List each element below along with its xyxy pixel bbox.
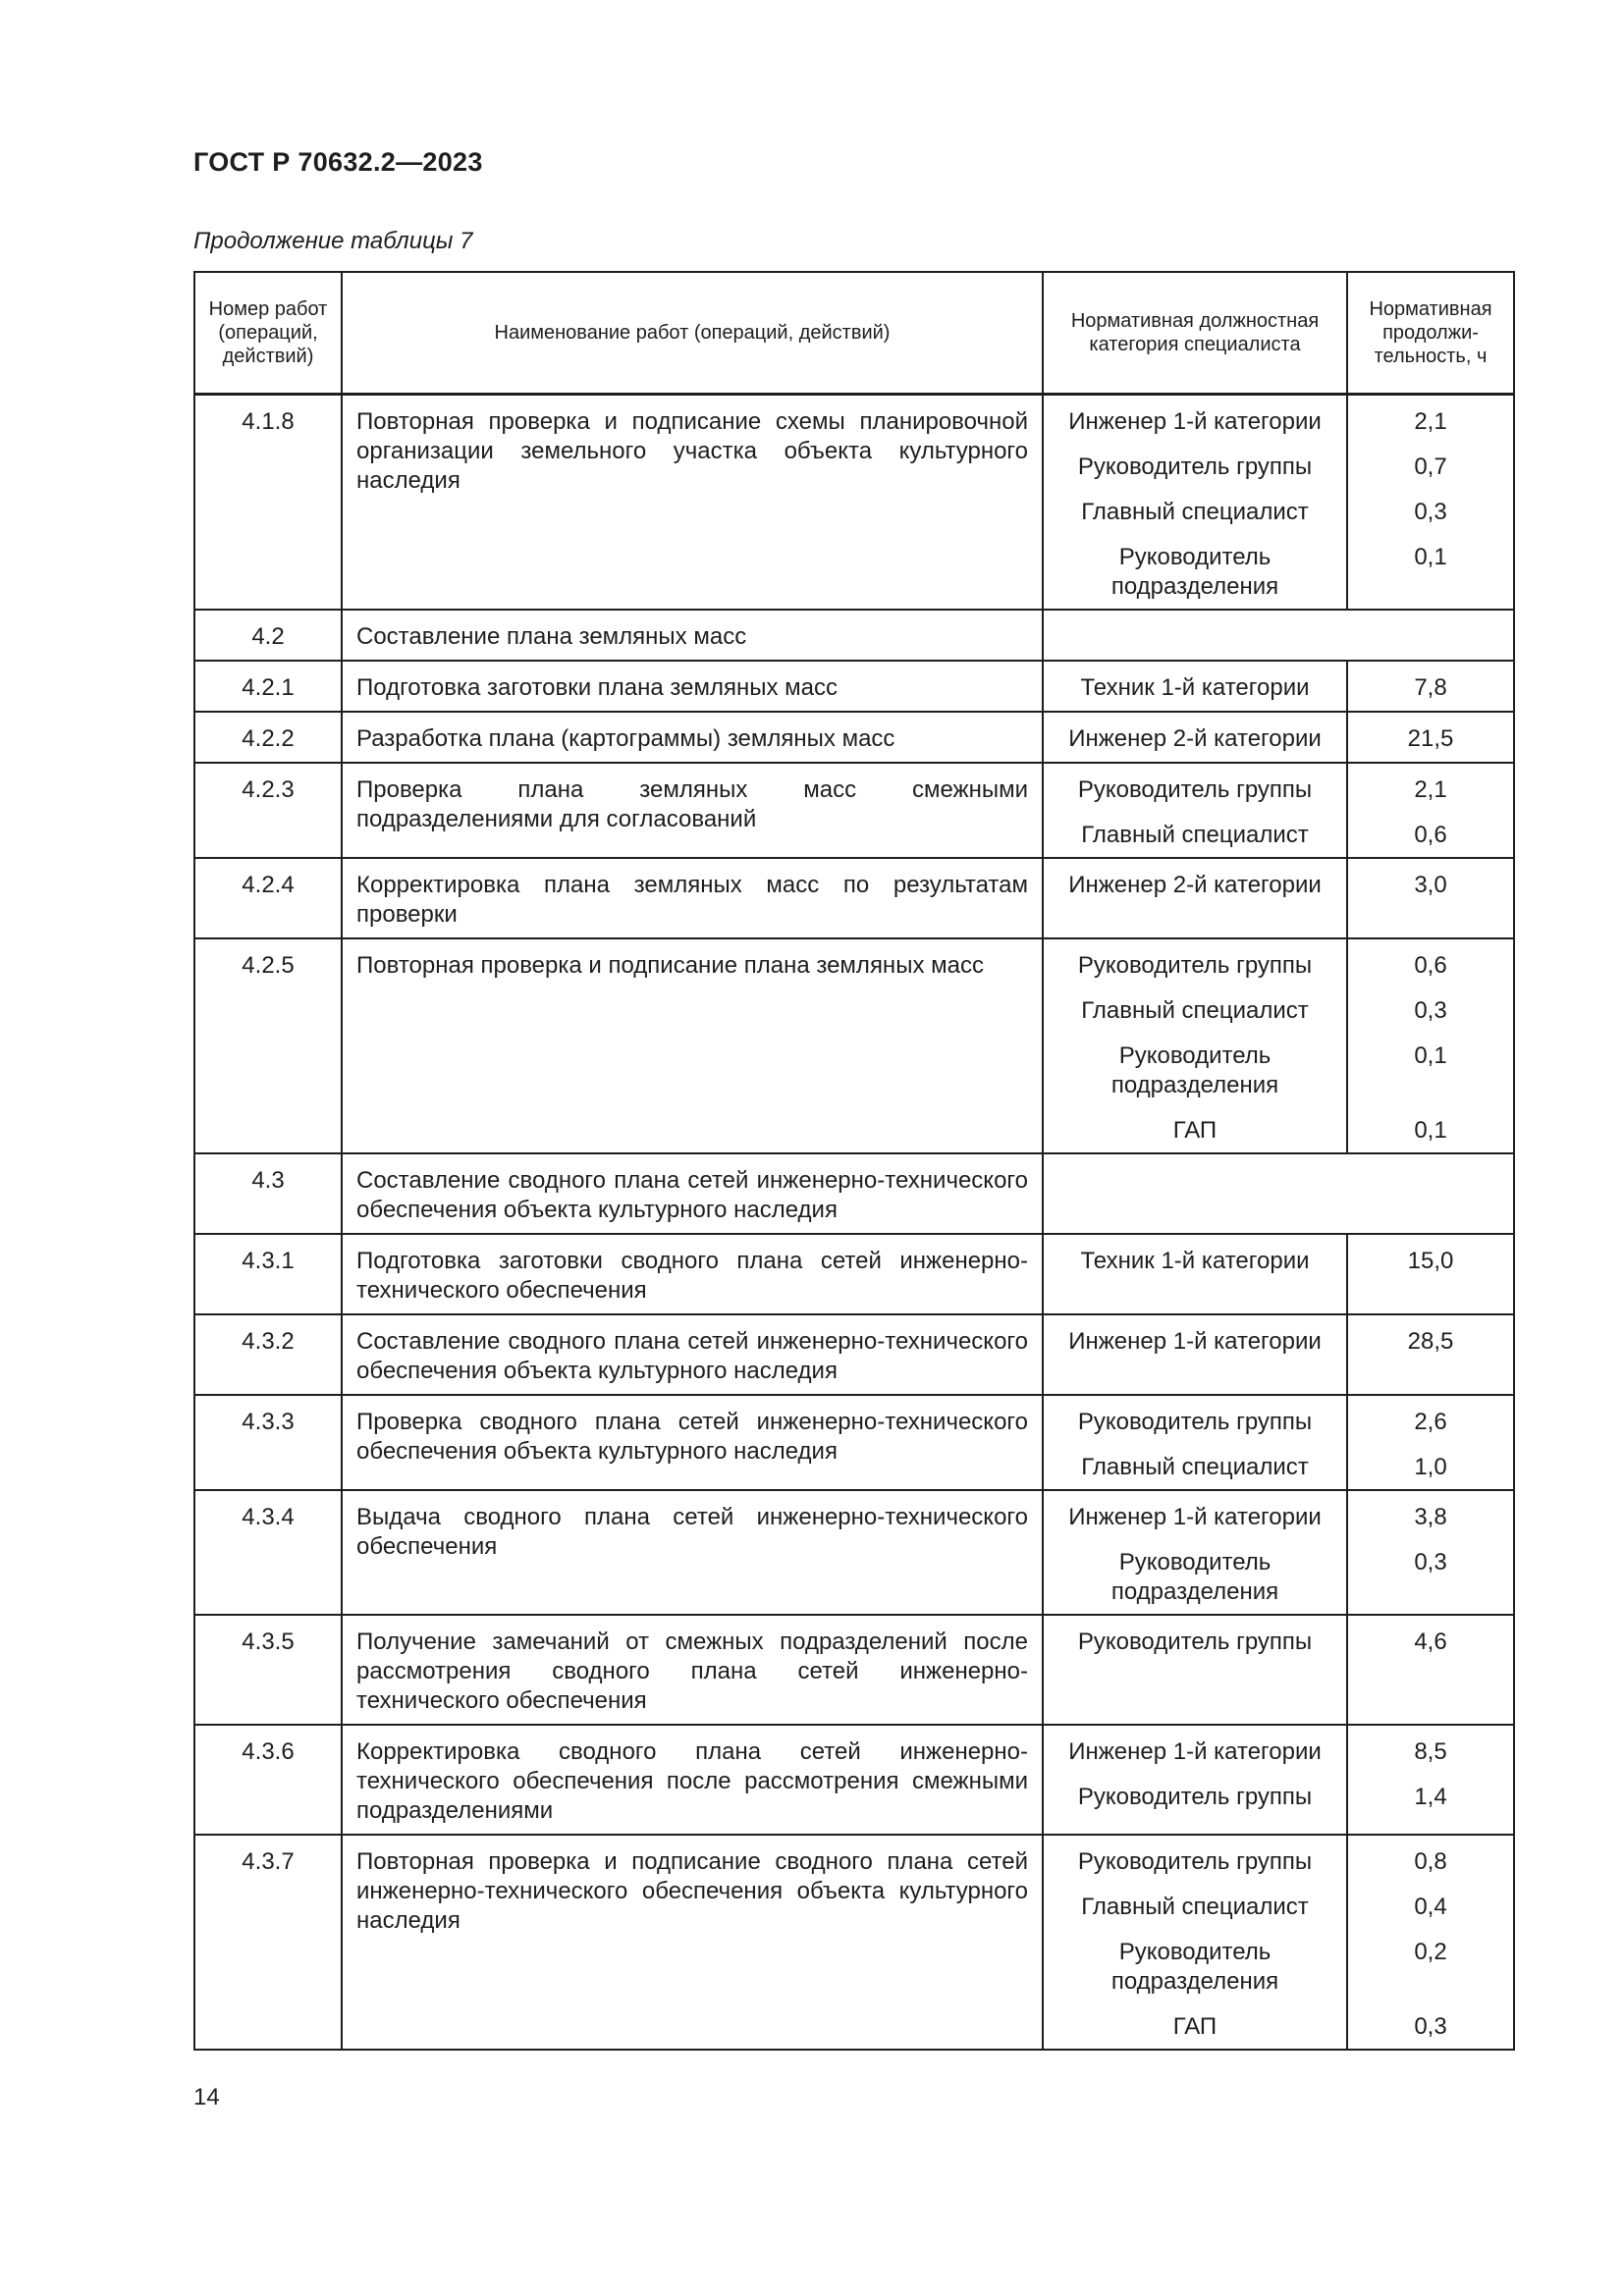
duration-hours: 1,0 [1414, 1453, 1447, 1480]
table-body [194, 394, 1514, 2050]
duration-cell [1347, 661, 1514, 712]
table-row [194, 1490, 1514, 1615]
work-name: Подготовка заготовки сводного плана сетей инженерно-технического обеспечения [342, 1234, 1043, 1314]
specialist-category: Главный специалист [1081, 1893, 1309, 1920]
column-header-specialist: Нормативная должностная категория специалиста [1043, 272, 1347, 394]
specialist-cell [1043, 763, 1347, 858]
specialist-category: Техник 1-й категории [1080, 1247, 1310, 1274]
work-number: 4.3 [194, 1153, 342, 1234]
duration-hours: 8,5 [1414, 1737, 1447, 1765]
page-number: 14 [193, 2084, 220, 2110]
work-number: 4.2.4 [194, 858, 342, 938]
work-name: Проверка сводного плана сетей инженерно-технического обеспечения объекта культурного наследия [342, 1395, 1043, 1490]
duration-cell [1347, 394, 1514, 610]
duration-hours: 0,3 [1414, 498, 1447, 525]
duration-hours: 2,1 [1414, 775, 1447, 803]
table-row [194, 1615, 1514, 1725]
duration-hours: 0,4 [1414, 1893, 1447, 1920]
work-name: Проверка плана земляных масс смежными подразделениями для согласований [342, 763, 1043, 858]
specialist-category: Инженер 1-й категории [1068, 407, 1322, 435]
specialist-cell [1043, 858, 1347, 938]
table-row [194, 1234, 1514, 1314]
duration-hours: 0,3 [1414, 1548, 1447, 1575]
specialist-cell [1043, 712, 1347, 763]
specialist-category: Главный специалист [1081, 821, 1309, 848]
table-row [194, 763, 1514, 858]
table-row [194, 661, 1514, 712]
duration-hours: 1,4 [1414, 1783, 1447, 1810]
work-norms-table [193, 271, 1515, 2051]
specialist-category: Главный специалист [1081, 996, 1309, 1024]
table-row [194, 1314, 1514, 1395]
duration-cell [1347, 1835, 1514, 2050]
duration-hours: 0,1 [1414, 1041, 1447, 1069]
duration-cell [1347, 1314, 1514, 1395]
specialist-cell [1043, 938, 1347, 1153]
specialist-category: Техник 1-й категории [1080, 673, 1310, 701]
work-name: Повторная проверка и подписание плана земляных масс [342, 938, 1043, 1153]
specialist-cell [1043, 394, 1347, 610]
table-section-row [194, 1153, 1514, 1234]
work-name: Выдача сводного плана сетей инженерно-технического обеспечения [342, 1490, 1043, 1615]
duration-cell [1347, 858, 1514, 938]
table-header-row [194, 272, 1514, 394]
work-name: Повторная проверка и подписание схемы планировочной организации земельного участка объекта культурного наследия [342, 394, 1043, 610]
specialist-cell [1043, 1314, 1347, 1395]
specialist-cell [1043, 1725, 1347, 1835]
table-row [194, 1395, 1514, 1490]
duration-hours: 0,3 [1414, 996, 1447, 1024]
table-section-row [194, 610, 1514, 661]
duration-hours: 3,0 [1414, 871, 1447, 898]
specialist-category: Руководитель группы [1077, 1847, 1313, 1875]
table-row [194, 394, 1514, 610]
table-row [194, 1725, 1514, 1835]
specialist-category: Главный специалист [1081, 1453, 1309, 1480]
specialist-cell [1043, 1234, 1347, 1314]
work-number: 4.2 [194, 610, 342, 661]
duration-hours: 0,3 [1414, 2012, 1447, 2040]
duration-hours: 2,1 [1414, 407, 1447, 435]
work-name: Составление сводного плана сетей инженерно-технического обеспечения объекта культурного наследия [342, 1314, 1043, 1395]
document-header: ГОСТ Р 70632.2—2023 [193, 147, 483, 177]
duration-hours: 3,8 [1414, 1503, 1447, 1530]
column-header-name: Наименование работ (операций, действий) [342, 272, 1043, 394]
specialist-category: Руководитель группы [1077, 1408, 1313, 1435]
work-number: 4.2.1 [194, 661, 342, 712]
specialist-category: Главный специалист [1081, 498, 1309, 525]
specialist-category: Инженер 2-й категории [1068, 871, 1322, 898]
duration-cell [1347, 1395, 1514, 1490]
duration-cell [1347, 763, 1514, 858]
specialist-cell [1043, 661, 1347, 712]
duration-hours: 2,6 [1414, 1408, 1447, 1435]
empty-cell [1043, 610, 1514, 661]
work-number: 4.2.5 [194, 938, 342, 1153]
specialist-cell [1043, 1490, 1347, 1615]
specialist-category: Инженер 1-й категории [1068, 1503, 1322, 1530]
duration-hours: 0,8 [1414, 1847, 1447, 1875]
work-name: Корректировка сводного плана сетей инженерно-технического обеспечения после рассмотрения смежными подразделениями [342, 1725, 1043, 1835]
duration-hours: 0,6 [1414, 951, 1447, 979]
duration-hours: 0,1 [1414, 543, 1447, 570]
work-name: Разработка плана (картограммы) земляных масс [342, 712, 1043, 763]
work-name: Корректировка плана земляных масс по результатам проверки [342, 858, 1043, 938]
duration-cell [1347, 712, 1514, 763]
work-number: 4.3.3 [194, 1395, 342, 1490]
duration-cell [1347, 1234, 1514, 1314]
duration-hours: 0,6 [1414, 821, 1447, 848]
column-header-duration: Нормативная продолжи-тельность, ч [1347, 272, 1514, 394]
specialist-category: Руководитель подразделения [1110, 1548, 1279, 1605]
work-number: 4.3.5 [194, 1615, 342, 1725]
duration-hours: 0,7 [1414, 453, 1447, 480]
specialist-category: Инженер 2-й категории [1068, 724, 1322, 752]
work-name: Подготовка заготовки плана земляных масс [342, 661, 1043, 712]
duration-hours: 0,2 [1414, 1938, 1447, 1965]
work-number: 4.3.2 [194, 1314, 342, 1395]
work-number: 4.2.3 [194, 763, 342, 858]
duration-cell [1347, 1725, 1514, 1835]
specialist-category: Инженер 1-й категории [1068, 1737, 1322, 1765]
specialist-category: Руководитель подразделения [1110, 1041, 1279, 1098]
work-number: 4.3.1 [194, 1234, 342, 1314]
specialist-category: Руководитель группы [1077, 453, 1313, 480]
table-row [194, 712, 1514, 763]
table-row [194, 1835, 1514, 2050]
column-header-number: Номер работ (операций, действий) [194, 272, 342, 394]
specialist-category: Руководитель подразделения [1110, 1938, 1279, 1995]
work-name: Получение замечаний от смежных подразделений после рассмотрения сводного плана сетей инженерно-технического обеспечения [342, 1615, 1043, 1725]
duration-hours: 15,0 [1407, 1247, 1454, 1274]
specialist-category: Руководитель группы [1077, 1628, 1313, 1655]
specialist-cell [1043, 1835, 1347, 2050]
work-number: 4.3.7 [194, 1835, 342, 2050]
specialist-category: ГАП [1172, 1116, 1218, 1144]
duration-cell [1347, 1490, 1514, 1615]
specialist-category: Руководитель группы [1077, 951, 1313, 979]
specialist-cell [1043, 1395, 1347, 1490]
duration-hours: 28,5 [1407, 1327, 1454, 1355]
specialist-category: ГАП [1172, 2012, 1218, 2040]
specialist-category: Руководитель группы [1077, 1783, 1313, 1810]
empty-cell [1043, 1153, 1514, 1234]
duration-cell [1347, 1615, 1514, 1725]
work-number: 4.1.8 [194, 394, 342, 610]
work-name: Повторная проверка и подписание сводного плана сетей инженерно-технического обеспечения объекта культурного наследия [342, 1835, 1043, 2050]
work-number: 4.2.2 [194, 712, 342, 763]
work-name: Составление плана земляных масс [342, 610, 1043, 661]
specialist-category: Руководитель подразделения [1110, 543, 1279, 600]
table-row [194, 938, 1514, 1153]
duration-hours: 0,1 [1414, 1116, 1447, 1144]
duration-cell [1347, 938, 1514, 1153]
duration-hours: 21,5 [1407, 724, 1454, 752]
table-row [194, 858, 1514, 938]
specialist-category: Инженер 1-й категории [1068, 1327, 1322, 1355]
work-number: 4.3.6 [194, 1725, 342, 1835]
duration-hours: 4,6 [1414, 1628, 1447, 1655]
table-caption: Продолжение таблицы 7 [193, 228, 473, 254]
work-name: Составление сводного плана сетей инженерно-технического обеспечения объекта культурного наследия [342, 1153, 1043, 1234]
work-number: 4.3.4 [194, 1490, 342, 1615]
specialist-cell [1043, 1615, 1347, 1725]
specialist-category: Руководитель группы [1077, 775, 1313, 803]
duration-hours: 7,8 [1414, 673, 1447, 701]
